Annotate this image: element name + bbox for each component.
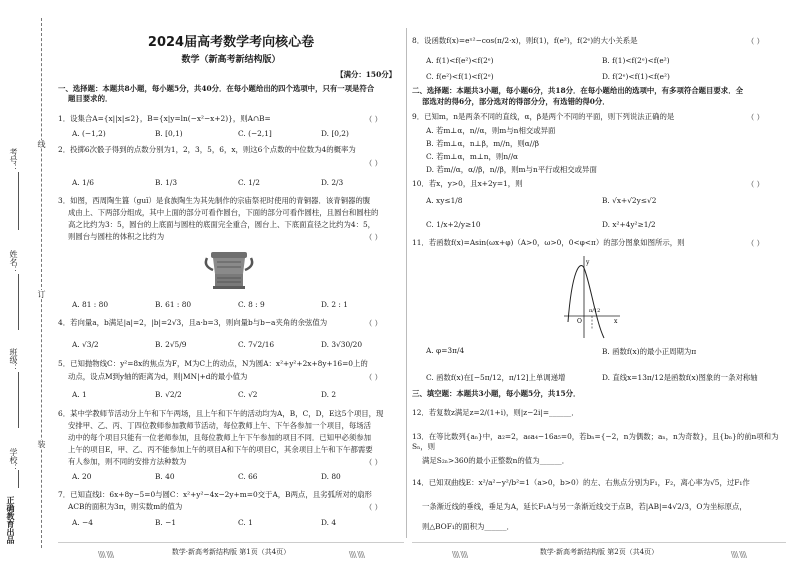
question-6-line3: 动中的每个项目只能有一位老师参加，且每位教师上午下午参加的项目不同．已知甲必须参加: [68, 433, 372, 442]
answer-paren-7: （ ）: [364, 503, 382, 512]
option-9d: D. 若m//α，α//β，n//β，则m与n平行或相交或异面: [426, 165, 597, 174]
section-1-heading-cont: 题目要求的．: [68, 94, 113, 103]
graph-tick: π/12: [589, 308, 601, 314]
answer-paren-1: （ ）: [364, 115, 382, 124]
section-3-heading: 三、填空题：本题共3小题，每小题5分，共15分．: [412, 389, 581, 398]
page-1-footer: 数学·新高考新结构版 第1页（共4页）: [171, 548, 291, 556]
option-4c: C. 7√2/16: [238, 340, 275, 349]
footer-slashes-left-1: \\\\ \\\\: [98, 550, 114, 559]
question-10: 10．若x，y>0，且x+2y=1，则: [412, 179, 523, 188]
option-6d: D. 80: [321, 472, 341, 481]
option-9c: C. 若m⊥α，m⊥n，则n//α: [426, 152, 519, 161]
option-3d: D. 2 : 1: [321, 300, 348, 309]
banji-label: 班级：: [9, 348, 18, 372]
footer-slashes-left-2: \\\\ \\\\: [452, 550, 468, 559]
option-2d: D. 2/3: [321, 178, 344, 187]
graph-y-label: y: [586, 259, 590, 266]
question-13-line1: 13．在等比数列{aₙ}中，a₂=2，a₆a₄−16a₅=0，若bₙ={−2，n为偶数；aₙ，n为奇数}，且{bₙ}的前n项和为Sₙ，则: [412, 432, 779, 451]
page-2-footer: 数学·新高考新结构版 第2页（共4页）: [539, 548, 659, 556]
answer-paren-11: （ ）: [746, 239, 764, 248]
question-3-line1: 3．如图，西周陶生簋（guǐ）是食族陶生为其先制作的宗庙祭祀时使用的青铜器．该青铜器的腹: [58, 196, 371, 205]
ding-mark: 订: [37, 290, 46, 298]
answer-paren-9: （ ）: [746, 113, 764, 122]
option-8a: A. f(1)<f(e²)<f(2ᵉ): [426, 56, 494, 65]
options-4: [72, 340, 404, 349]
kaohao-label: 考号：: [9, 148, 18, 172]
answer-paren-10: （ ）: [746, 180, 764, 189]
xian-mark: 线: [37, 140, 46, 148]
option-4d: D. 3√30/20: [321, 340, 363, 349]
question-2: 2．投掷6次骰子得到的点数分别为1，2，3，5，6，x，则这6个点数的中位数为4的概率为: [58, 145, 356, 154]
section-1-heading: 一、选择题：本题共8小题，每小题5分，共40分．在每小题给出的四个选项中，只有一项是符合: [58, 84, 375, 93]
option-1b: B. [0,1): [155, 129, 183, 138]
options-2: [72, 178, 404, 187]
answer-paren-6: （ ）: [364, 458, 382, 467]
answer-paren-4: （ ）: [364, 319, 382, 328]
option-6a: A. 20: [72, 472, 92, 481]
option-11b: B. 函数f(x)的最小正周期为π: [602, 347, 697, 356]
question-14-line2: 一条渐近线的垂线，垂足为A，延长F₁A与另一条渐近线交于点B，若|AB|=4√2/3，O为坐标原点，: [422, 502, 747, 511]
option-8d: D. f(2ᵉ)<f(1)<f(e²): [602, 72, 670, 81]
option-11c: C. 函数f(x)在[−5π/12，π/12]上单调递增: [426, 373, 566, 382]
press-mark: 正确教育出品: [6, 496, 16, 544]
section-2-heading-cont: 部选对的得6分，部分选对的得部分分，有选错的得0分．: [422, 97, 610, 106]
exam-title: 2024届高考数学考向核心卷: [147, 35, 315, 50]
exam-subtitle: 数学（新高考新结构版）: [181, 55, 281, 65]
footer-rule-2: [412, 542, 786, 543]
option-2a: A. 1/6: [72, 178, 94, 187]
full-score: 【满分：150分】: [336, 70, 396, 79]
option-3a: A. 81 : 80: [72, 300, 109, 309]
answer-paren-5: （ ）: [364, 373, 382, 382]
question-3-line3: 高之比约为3：5，圆台的上底面与圆柱的底面完全重合，圆台上、下底面直径之比约为4：5，: [68, 220, 376, 229]
graph-x-label: x: [614, 318, 618, 325]
answer-paren-3: （ ）: [364, 233, 382, 242]
question-11: 11．若函数f(x)=Asin(ωx+φ)（A>0，ω>0，0<φ<π）的部分图象如图所示，则: [412, 238, 685, 247]
option-7a: A. −4: [72, 518, 93, 527]
question-14-line1: 14．已知双曲线E：x²/a²−y²/b²=1（a>0，b>0）的左、右焦点分别为F₁，F₂，离心率为√5，过F₁作: [412, 478, 750, 487]
option-11a: A. φ=3π/4: [426, 346, 465, 355]
option-1c: C. (−2,1]: [238, 129, 272, 138]
option-5c: C. √2: [238, 390, 258, 399]
question-8: 8．设函数f(x)=eˣ²−cos(π/2·x)，则f(1)，f(e²)，f(2ᵉ)的大小关系是: [412, 36, 638, 45]
option-8b: B. f(1)<f(2ᵉ)<f(e²): [602, 56, 670, 65]
bronze-gui-image: [203, 248, 255, 292]
answer-paren-8: （ ）: [746, 37, 764, 46]
xuexiao-label: 学校：: [9, 448, 18, 472]
options-1: [72, 129, 404, 138]
question-6-line4: 上午的项目E，甲、乙、丙不能参加上午的项目A和下午的项目C，其余项目上午和下午都需要: [68, 445, 373, 454]
option-2b: B. 1/3: [155, 178, 178, 187]
xingming-label: 姓名：: [9, 250, 18, 274]
column-divider: [406, 28, 407, 538]
footer-slashes-right-1: \\\\ \\\\: [348, 550, 364, 559]
option-5d: D. 2: [321, 390, 337, 399]
option-10d: D. x²+4y²≥1/2: [602, 220, 656, 229]
options-3: [72, 300, 404, 309]
option-9b: B. 若m⊥α，n⊥β，m//n，则α//β: [426, 139, 540, 148]
option-7b: B. −1: [155, 518, 177, 527]
sine-graph: [562, 252, 622, 342]
option-3c: C. 8 : 9: [238, 300, 265, 309]
xingming-blank: [18, 274, 19, 330]
options-5: [72, 390, 404, 399]
option-8c: C. f(e²)<f(1)<f(2ᵉ): [426, 72, 494, 81]
graph-origin: O: [577, 318, 582, 325]
option-1a: A. (−1,2): [72, 129, 106, 138]
option-11d: D. 直线x=13π/12是函数f(x)图象的一条对称轴: [602, 373, 758, 382]
option-5b: B. √2/2: [155, 390, 182, 399]
option-10b: B. √x+√2y≤√2: [602, 196, 657, 205]
page-1: [58, 0, 404, 565]
question-9: 9．已知m，n是两条不同的直线，α，β是两个不同的平面，则下列说法正确的是: [412, 112, 675, 121]
question-4: 4．若向量a，b满足|a|=2，|b|=2√3，且a·b=3，则向量b与b−a夹角的余弦值为: [58, 318, 328, 327]
question-7-line2: ACB的面积为3π，则实数m的值为: [68, 502, 183, 511]
option-10a: A. xy≤1/8: [426, 196, 463, 205]
question-3-line2: 成由上、下两部分组成，其中上面的部分可看作圆台，下面的部分可看作圆柱，且圆台和圆柱的: [68, 208, 379, 217]
question-13-line2: 满足S₂ₙ>360的最小正整数n的值为______．: [422, 456, 570, 465]
banji-blank: [18, 372, 19, 428]
footer-slashes-right-2: \\\\ \\\\: [730, 550, 746, 559]
question-6-line2: 安排甲、乙、丙、丁四位教师参加教师节活动，每位教师上午、下午各参加一个项目，每场活: [68, 421, 372, 430]
answer-paren-2: （ ）: [364, 159, 382, 168]
question-5-line1: 5．已知抛物线C：y²=8x的焦点为F，M为C上的动点，N为圆A：x²+y²+2x+8y+16=0上的: [58, 359, 368, 368]
binding-margin: [0, 0, 54, 565]
footer-rule-1: [58, 542, 404, 543]
graph-curve: [568, 266, 604, 338]
option-6b: B. 40: [155, 472, 175, 481]
option-2c: C. 1/2: [238, 178, 260, 187]
option-6c: C. 66: [238, 472, 258, 481]
section-2-heading: 二、选择题：本题共3小题，每小题6分，共18分．在每小题给出的选项中，有多项符合题目要求．全: [412, 86, 743, 95]
question-6-line1: 6．某中学教师节活动分上午和下午两场，且上午和下午的活动均为A，B，C，D，E这5个项目，现: [58, 409, 384, 418]
question-3-line4: 则圆台与圆柱的体积之比约为: [68, 232, 165, 241]
option-7c: C. 1: [238, 518, 253, 527]
question-5-line2: 动点，设点M到y轴的距离为d，则|MN|+d的最小值为: [68, 372, 248, 381]
option-5a: A. 1: [72, 390, 87, 399]
option-1d: D. [0,2): [321, 129, 349, 138]
option-7d: D. 4: [321, 518, 337, 527]
page-2: [412, 0, 786, 565]
option-10c: C. 1/x+2/y≥10: [426, 220, 481, 229]
question-14-line3: 则△BOF₁的面积为______．: [422, 522, 514, 531]
option-3b: B. 61 : 80: [155, 300, 192, 309]
options-6: [72, 472, 404, 481]
option-9a: A. 若m⊥α，n//α，则m与n相交或异面: [426, 126, 556, 135]
question-12: 12．若复数z满足z=2/(1+i)，则|z−2i|=______．: [412, 408, 579, 417]
kaohao-blank: [18, 172, 19, 230]
xuexiao-blank: [18, 470, 19, 488]
question-6-line5: 有人参加，则不同的安排方法种数为: [68, 457, 187, 466]
question-7-line1: 7．已知直线l：6x+8y−5=0与圆C：x²+y²−4x−2y+m=0交于A，B两点，且劣弧所对的扇形: [58, 490, 372, 499]
options-7: [72, 518, 404, 527]
cut-line: [41, 18, 42, 548]
zhuang-mark: 装: [37, 440, 46, 448]
option-4b: B. 2√5/9: [155, 340, 187, 349]
option-4a: A. √3/2: [72, 340, 99, 349]
question-1: 1．设集合A={x||x|≤2}，B={x|y=ln(−x²−x+2)}，则A∩B=: [58, 114, 271, 123]
